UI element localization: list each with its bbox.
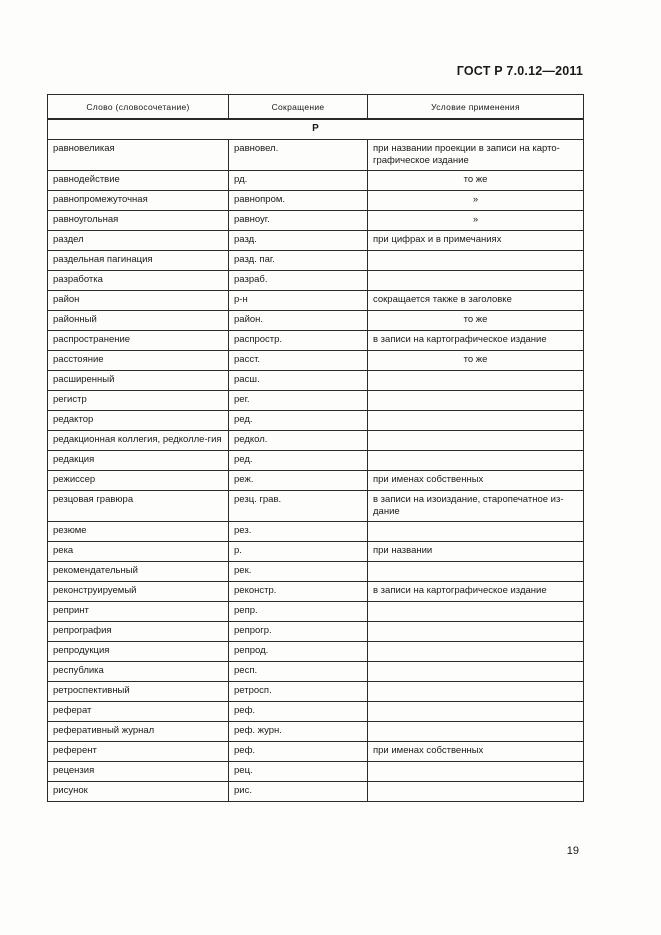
condition-cell [368,431,584,451]
table-row [48,742,584,762]
word-cell: разработка [48,271,229,291]
table-row [48,522,584,542]
condition-cell: при именах собственных [368,471,584,491]
word-cell: равноугольная [48,211,229,231]
condition-cell: при названии проекции в записи на карто-графическое издание [368,140,584,171]
word-cell: районный [48,311,229,331]
table-row [48,171,584,191]
table-row [48,762,584,782]
word-cell: равновеликая [48,140,229,171]
word-cell: раздельная пагинация [48,251,229,271]
word-cell: реферат [48,702,229,722]
word-cell: реферативный журнал [48,722,229,742]
word-cell: режиссер [48,471,229,491]
word-cell: реконструируемый [48,582,229,602]
word-cell: регистр [48,391,229,411]
condition-cell: при названии [368,542,584,562]
abbreviation-cell: р-н [229,291,368,311]
condition-cell [368,562,584,582]
word-cell: репрография [48,622,229,642]
condition-cell: » [368,191,584,211]
abbreviation-cell: реж. [229,471,368,491]
word-cell: резюме [48,522,229,542]
condition-cell [368,662,584,682]
word-cell: равнопромежуточная [48,191,229,211]
table-row [48,491,584,522]
condition-cell [368,642,584,662]
table-row [48,140,584,171]
table-row [48,471,584,491]
condition-cell [368,762,584,782]
condition-cell: при именах собственных [368,742,584,762]
table-row [48,722,584,742]
word-cell: расширенный [48,371,229,391]
condition-cell: при цифрах и в примечаниях [368,231,584,251]
word-cell: раздел [48,231,229,251]
condition-cell [368,702,584,722]
condition-cell: то же [368,351,584,371]
abbreviation-cell: рд. [229,171,368,191]
table-row [48,251,584,271]
word-cell: рекомендательный [48,562,229,582]
table-row [48,331,584,351]
table-row [48,622,584,642]
abbreviation-cell: ред. [229,411,368,431]
table-row [48,662,584,682]
condition-cell: в записи на изоиздание, старопечатное из-дание [368,491,584,522]
table-row [48,391,584,411]
abbreviation-cell: ред. [229,451,368,471]
abbreviation-cell: респ. [229,662,368,682]
abbreviation-cell: реф. [229,702,368,722]
word-cell: расстояние [48,351,229,371]
abbreviation-table [47,94,584,802]
column-header-abbreviation: Сокращение [229,95,368,120]
condition-cell [368,522,584,542]
abbreviation-cell: реф. [229,742,368,762]
word-cell: равнодействие [48,171,229,191]
table-row [48,702,584,722]
abbreviation-cell: репрод. [229,642,368,662]
page-number: 19 [566,845,579,857]
condition-cell [368,371,584,391]
word-cell: республика [48,662,229,682]
table-row [48,682,584,702]
condition-cell [368,271,584,291]
abbreviation-cell: район. [229,311,368,331]
section-letter: Р [48,119,584,140]
condition-cell: то же [368,171,584,191]
condition-cell: сокращается также в заголовке [368,291,584,311]
condition-cell [368,251,584,271]
abbreviation-cell: репрогр. [229,622,368,642]
word-cell: редакционная коллегия, редколле-гия [48,431,229,451]
table-row [48,542,584,562]
word-cell: референт [48,742,229,762]
table-row [48,231,584,251]
abbreviation-cell: разд. [229,231,368,251]
table-row [48,291,584,311]
abbreviation-cell: расст. [229,351,368,371]
word-cell: редакция [48,451,229,471]
condition-cell [368,602,584,622]
abbreviation-cell: равноуг. [229,211,368,231]
condition-cell: то же [368,311,584,331]
table-row [48,191,584,211]
abbreviation-cell: рез. [229,522,368,542]
abbreviation-cell: ретросп. [229,682,368,702]
abbreviation-cell: реконстр. [229,582,368,602]
table-row [48,431,584,451]
table-row [48,371,584,391]
abbreviation-cell: рец. [229,762,368,782]
word-cell: репринт [48,602,229,622]
condition-cell [368,722,584,742]
table-row [48,411,584,431]
table-row [48,582,584,602]
table-header-row [48,95,584,120]
word-cell: распространение [48,331,229,351]
table-row [48,211,584,231]
table-row [48,562,584,582]
condition-cell [368,782,584,802]
abbreviation-cell: рег. [229,391,368,411]
condition-cell [368,622,584,642]
abbreviation-cell: рек. [229,562,368,582]
condition-cell [368,391,584,411]
condition-cell [368,682,584,702]
abbreviation-cell: расш. [229,371,368,391]
abbreviation-cell: редкол. [229,431,368,451]
column-header-condition: Условие применения [368,95,584,120]
word-cell: район [48,291,229,311]
abbreviation-cell: разд. паг. [229,251,368,271]
abbreviation-cell: разраб. [229,271,368,291]
word-cell: река [48,542,229,562]
column-header-word: Слово (словосочетание) [48,95,229,120]
condition-cell [368,451,584,471]
condition-cell: в записи на картографическое издание [368,582,584,602]
table-row [48,271,584,291]
word-cell: резцовая гравюра [48,491,229,522]
abbreviation-cell: рис. [229,782,368,802]
table-row [48,782,584,802]
table-row [48,451,584,471]
abbreviation-cell: репр. [229,602,368,622]
condition-cell [368,411,584,431]
word-cell: рецензия [48,762,229,782]
abbreviation-cell: резц. грав. [229,491,368,522]
word-cell: ретроспективный [48,682,229,702]
document-code: ГОСТ Р 7.0.12—2011 [456,64,583,78]
abbreviation-cell: распростр. [229,331,368,351]
table-row [48,351,584,371]
word-cell: редактор [48,411,229,431]
word-cell: рисунок [48,782,229,802]
table-row [48,602,584,622]
abbreviation-cell: равнопром. [229,191,368,211]
condition-cell: в записи на картографическое издание [368,331,584,351]
abbreviation-cell: р. [229,542,368,562]
condition-cell: » [368,211,584,231]
section-letter-row [48,119,584,140]
abbreviation-cell: реф. журн. [229,722,368,742]
abbreviation-cell: равновел. [229,140,368,171]
table-row [48,642,584,662]
table-row [48,311,584,331]
word-cell: репродукция [48,642,229,662]
